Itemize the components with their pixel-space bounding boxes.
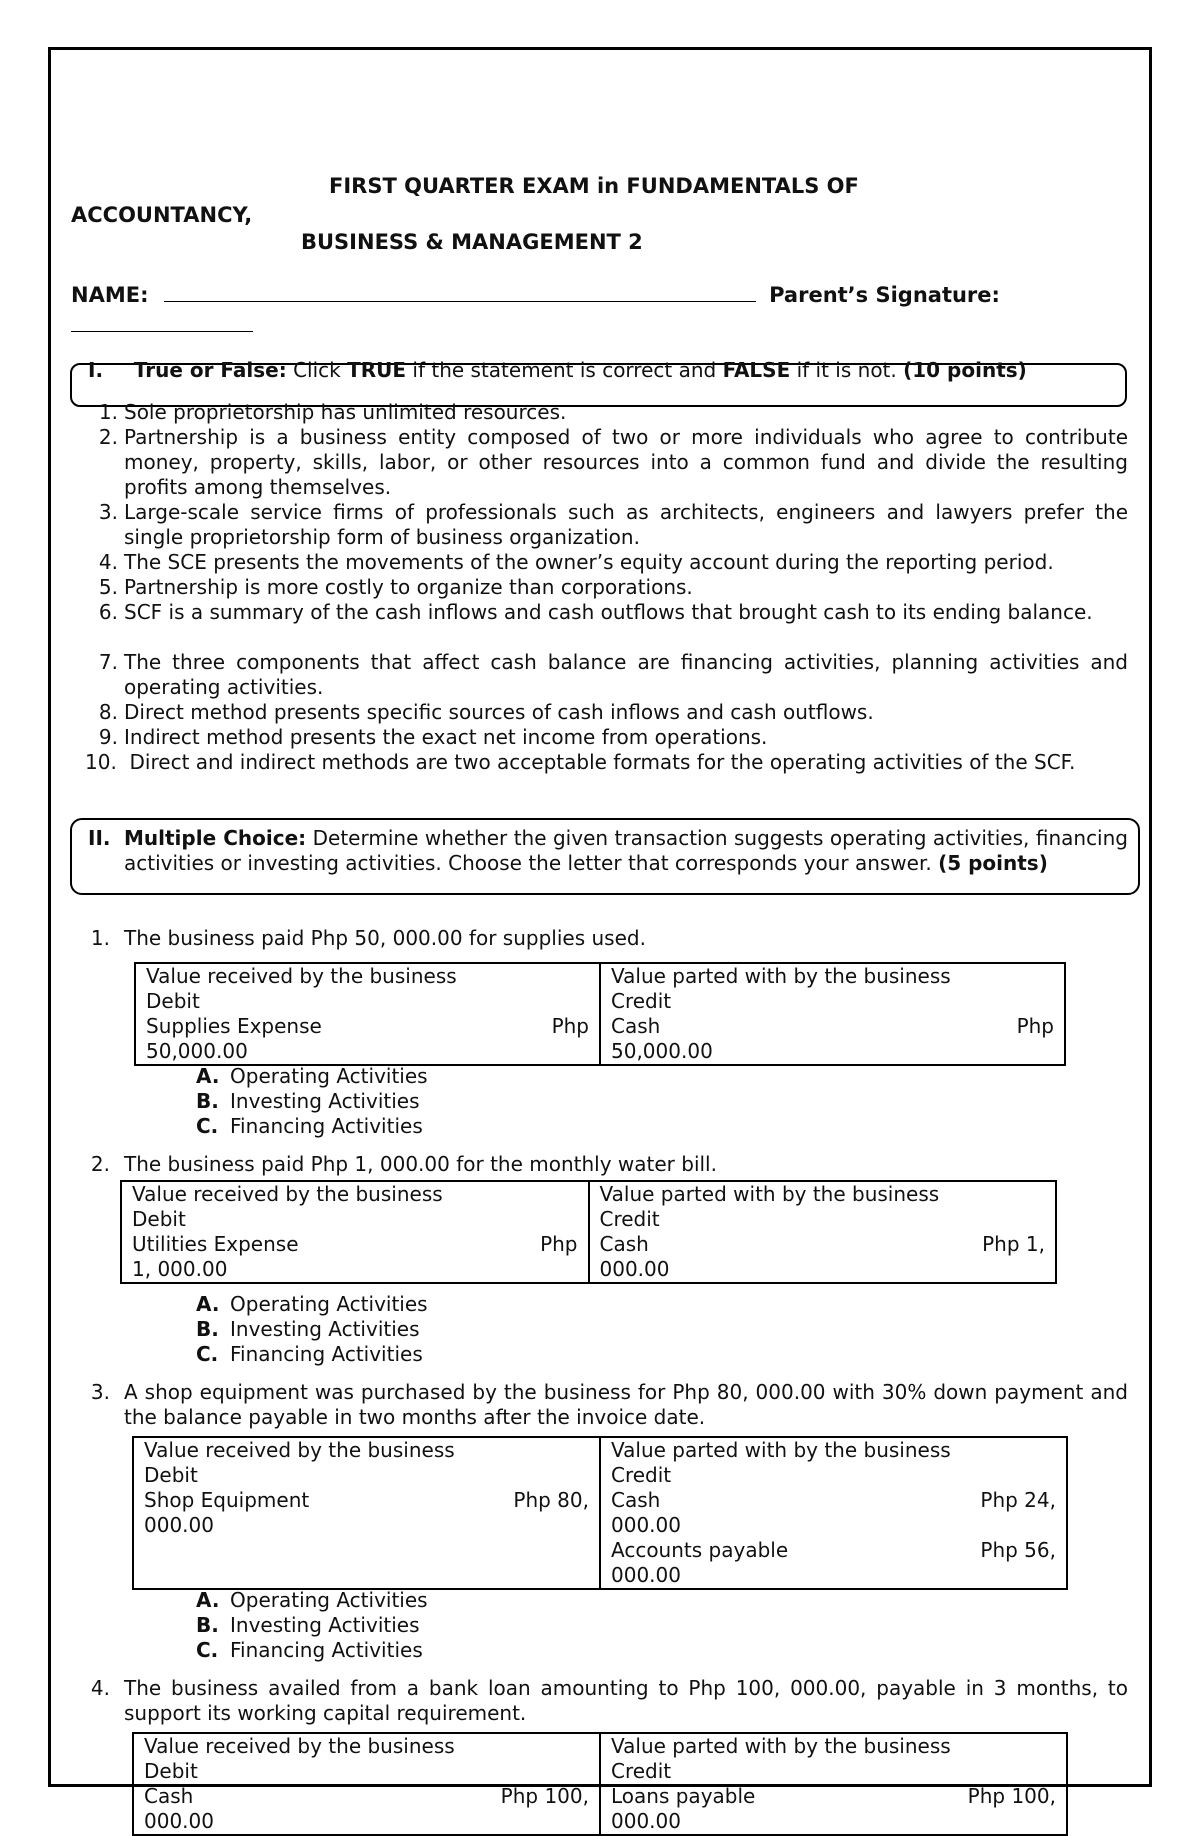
journal-entry-table [132, 1436, 1068, 1590]
parent-signature-field[interactable] [71, 331, 253, 332]
tf-item: 9. Indirect method presents the exact net income from operations. [88, 725, 1128, 750]
debit-cell: Value received by the business Debit Cash Php 100, 000.00 [133, 1733, 600, 1835]
question-text: The business paid Php 50, 000.00 for supplies used. [124, 926, 646, 950]
exam-title-continued: ACCOUNTANCY, [71, 203, 253, 227]
section2-header [88, 826, 1128, 876]
choice-c[interactable]: C. Financing Activities [196, 1638, 423, 1662]
true-keyword: TRUE [347, 358, 407, 382]
section1-header [88, 358, 1027, 382]
tf-item: 2. Partnership is a business entity composed of two or more individuals who agree to contribute money, property, skills, labor, or other resources into a common fund and divide the resulting profits among themselves. [98, 425, 1128, 499]
credit-cell: Value parted with by the business Credit Cash Php 1, 000.00 [589, 1181, 1057, 1283]
name-label: NAME: [71, 283, 149, 307]
false-keyword: FALSE [722, 358, 791, 382]
choice-b[interactable]: B. Investing Activities [196, 1089, 420, 1113]
choice-c[interactable]: C. Financing Activities [196, 1114, 423, 1138]
tf-item: 10. Direct and indirect methods are two acceptable formats for the operating activities of the SCF. [85, 750, 1076, 774]
tf-item-text: Partnership is a business entity composed of two or more individuals who agree to contribute money, property, skills, labor, or other resources into a common fund and divide the resulting profits among themselves. [124, 425, 1128, 499]
section1-instruction-b: if the statement is correct and [406, 358, 723, 382]
tf-item: 6. SCF is a summary of the cash inflows and cash outflows that brought cash to its ending balance. [88, 600, 1128, 625]
question-text: A shop equipment was purchased by the business for Php 80, 000.00 with 30% down payment and the balance payable in two months after the invoice date. [124, 1380, 1128, 1429]
journal-entry-table [134, 962, 1066, 1066]
debit-cell: Value received by the business Debit Utilities Expense Php 1, 000.00 [121, 1181, 589, 1283]
choice-a[interactable]: A. Operating Activities [196, 1588, 428, 1612]
choice-b[interactable]: B. Investing Activities [196, 1317, 420, 1341]
tf-item-text: Direct and indirect methods are two acceptable formats for the operating activities of the SCF. [129, 750, 1076, 774]
question: 3. A shop equipment was purchased by the business for Php 80, 000.00 with 30% down payment and the balance payable in two months after the invoice date. [90, 1380, 1128, 1429]
section1-numeral: I. [88, 358, 104, 382]
question-text: The business paid Php 1, 000.00 for the monthly water bill. [124, 1152, 717, 1176]
question-text: The business availed from a bank loan amounting to Php 100, 000.00, payable in 3 months, to support its working capital requirement. [124, 1676, 1128, 1725]
choice-a[interactable]: A. Operating Activities [196, 1064, 428, 1088]
exam-subtitle: BUSINESS & MANAGEMENT 2 [301, 230, 643, 254]
tf-item-text: Sole proprietorship has unlimited resources. [124, 400, 567, 424]
tf-item: 8. Direct method presents specific sources of cash inflows and cash outflows. [88, 700, 1128, 725]
name-row [71, 283, 1000, 307]
tf-item-text: SCF is a summary of the cash inflows and cash outflows that brought cash to its ending balance. [124, 600, 1093, 624]
credit-cell: Value parted with by the business Credit Cash Php 24, 000.00 Accounts payable Php 56, 000.00 [600, 1437, 1067, 1589]
choice-a[interactable]: A. Operating Activities [196, 1292, 428, 1316]
tf-item-text: The SCE presents the movements of the owner’s equity account during the reporting period. [124, 550, 1054, 574]
answer-choices [196, 1064, 428, 1139]
tf-item: 4. The SCE presents the movements of the owner’s equity account during the reporting period. [88, 550, 1128, 575]
section2-numeral: II. [88, 826, 111, 850]
credit-cell: Value parted with by the business Credit Loans payable Php 100, 000.00 [600, 1733, 1067, 1835]
question: 1. The business paid Php 50, 000.00 for supplies used. [88, 926, 1128, 951]
credit-cell: Value parted with by the business Credit Cash Php 50,000.00 [600, 963, 1065, 1065]
choice-b[interactable]: B. Investing Activities [196, 1613, 420, 1637]
tf-item-text: Indirect method presents the exact net income from operations. [124, 725, 768, 749]
tf-item-text: Direct method presents specific sources of cash inflows and cash outflows. [124, 700, 874, 724]
section2-instruction: Determine whether the given transaction suggests operating activities, financing activities or investing activities. Choose the letter that corresponds your answer. [124, 826, 1128, 875]
section2-heading: Multiple Choice: [124, 826, 307, 850]
tf-item: 5. Partnership is more costly to organize than corporations. [88, 575, 1128, 600]
tf-item-text: Large-scale service firms of professionals such as architects, engineers and lawyers prefer the single proprietorship form of business organization. [124, 500, 1128, 549]
tf-item-text: Partnership is more costly to organize than corporations. [124, 575, 693, 599]
section2-points: (5 points) [938, 851, 1048, 875]
debit-cell: Value received by the business Debit Supplies Expense Php 50,000.00 [135, 963, 600, 1065]
question: 2. The business paid Php 1, 000.00 for the monthly water bill. [88, 1152, 1128, 1177]
answer-choices [196, 1292, 428, 1367]
question: 4. The business availed from a bank loan amounting to Php 100, 000.00, payable in 3 months, to support its working capital requirement. [90, 1676, 1128, 1725]
exam-title: FIRST QUARTER EXAM in FUNDAMENTALS OF [329, 174, 859, 198]
name-field[interactable] [164, 283, 756, 302]
journal-entry-table [120, 1180, 1057, 1284]
section1-heading: True or False: [133, 358, 287, 382]
tf-item: 7. The three components that affect cash balance are financing activities, planning activities and operating activities. [98, 650, 1128, 699]
section1-points: (10 points) [903, 358, 1027, 382]
journal-entry-table [132, 1732, 1068, 1836]
tf-item: 3. Large-scale service firms of professionals such as architects, engineers and lawyers prefer the single proprietorship form of business organization. [98, 500, 1128, 549]
tf-item-text: The three components that affect cash balance are financing activities, planning activities and operating activities. [124, 650, 1128, 699]
section1-instruction-a: Click [286, 358, 348, 382]
debit-cell: Value received by the business Debit Shop Equipment Php 80, 000.00 [133, 1437, 600, 1589]
parent-signature-label: Parent’s Signature: [769, 283, 1000, 307]
choice-c[interactable]: C. Financing Activities [196, 1342, 423, 1366]
section1-instruction-c: if it is not. [790, 358, 904, 382]
answer-choices [196, 1588, 428, 1663]
tf-item: 1. Sole proprietorship has unlimited resources. [88, 400, 1128, 425]
